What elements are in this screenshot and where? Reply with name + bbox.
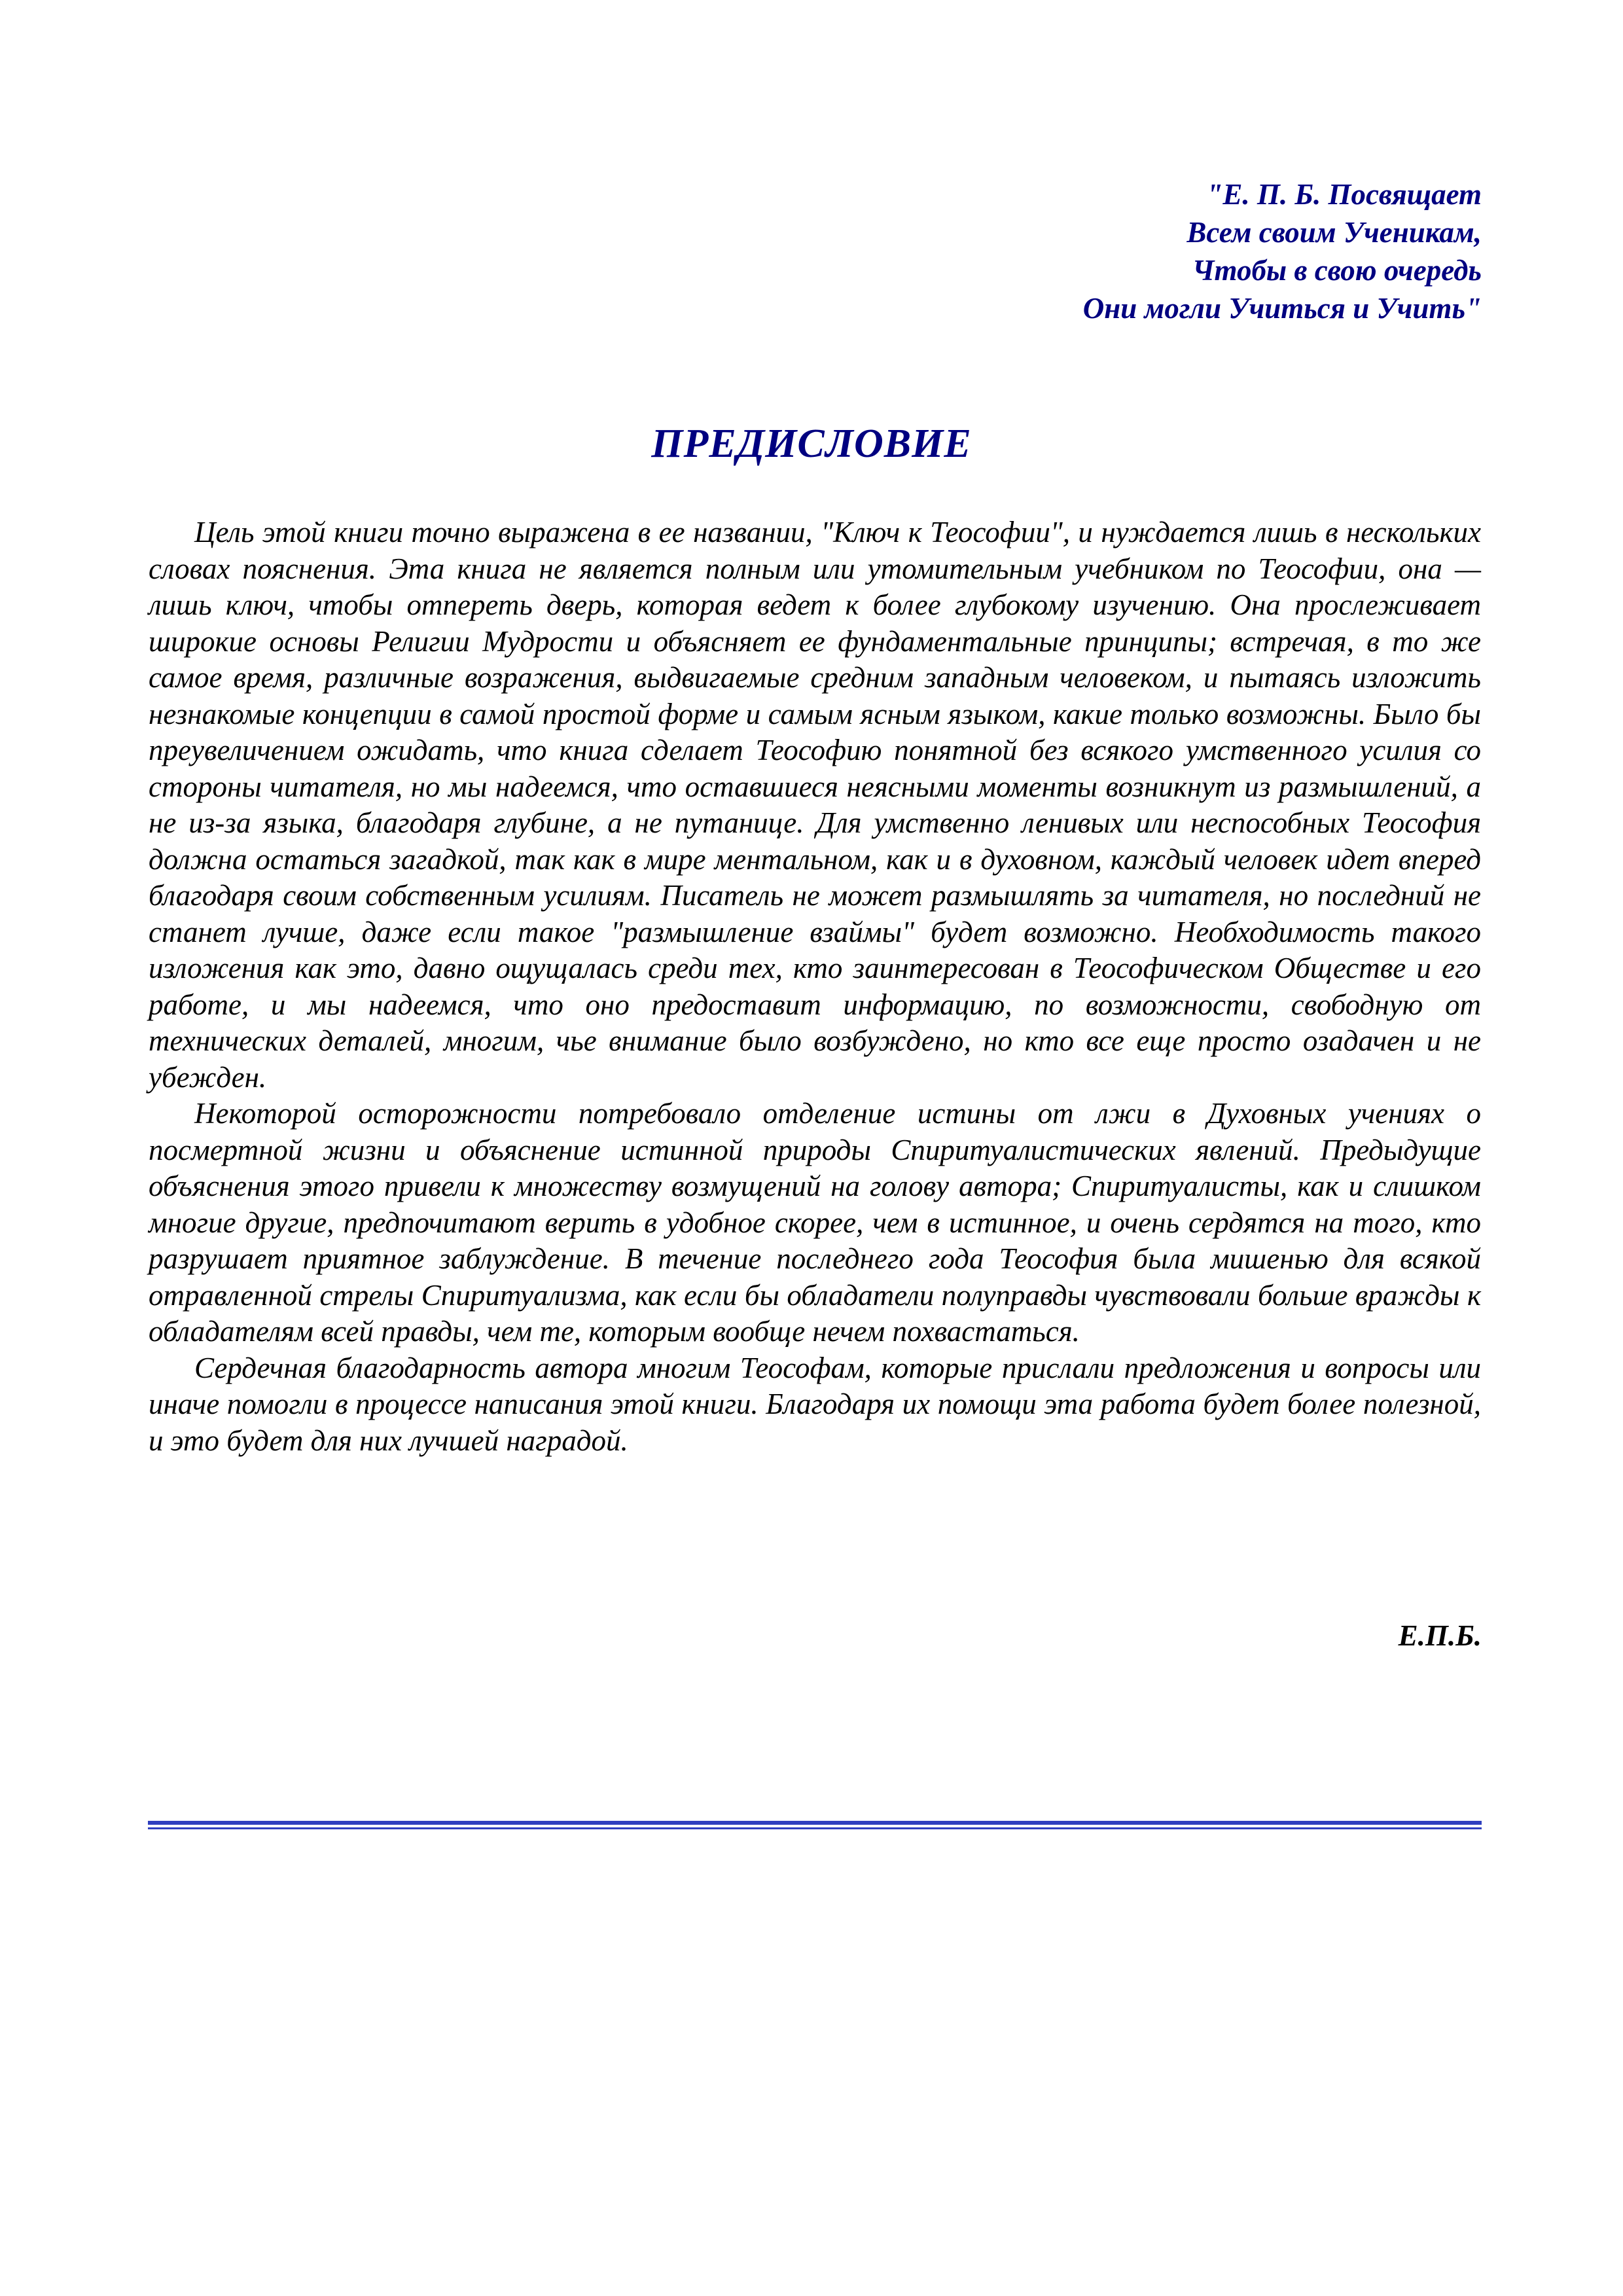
dedication-line: Чтобы в свою очередь	[1192, 254, 1482, 287]
dedication-line: Всем своим Ученикам,	[1186, 216, 1482, 249]
paragraph: Некоторой осторожности потребовало отделение истины от лжи в Духовных учениях о посмертной жизни и объяснение истинной природы Спиритуалистических явлений. Предыдущие объяснения этого привели к множеству возмущений на голову автора; Спиритуалисты, как и слишком многие другие, предпочитают верить в удобное скорее, чем в истинное, и очень сердятся на того, кто разрушает приятное заблуждение. В течение последнего года Теософия была мишенью для всякой отравленной стрелы Спиритуализма, как если бы обладатели полуправды чувствовали больше вражды к обладателям всей правды, чем те, которым вообще нечем похвастаться.	[149, 1097, 1481, 1348]
paragraph: Цель этой книги точно выражена в ее названии, "Ключ к Теософии", и нуждается лишь в нескольких словах пояснения. Эта книга не является полным или утомительным учебником по Теософии, она — лишь ключ, чтобы отпереть дверь, которая ведет к более глубокому изучению. Она прослеживает широкие основы Религии Мудрости и объясняет ее фундаментальные принципы; встречая, в то же самое время, различные возражения, выдвигаемые средним западным человеком, и пытаясь изложить незнакомые концепции в самой простой форме и самым ясным языком, какие только возможны. Было бы преувеличением ожидать, что книга сделает Теософию понятной без всякого умственного усилия со стороны читателя, но мы надеемся, что оставшиеся неясными моменты возникнут из размышлений, а не из-за языка, благодаря глубине, а не путанице. Для умственно ленивых или неспособных Теософия должна остаться загадкой, так как в мире ментальном, как и в духовном, каждый человек идет вперед благодаря своим собственным усилиям. Писатель не может размышлять за читателя, но последний не станет лучше, даже если такое "размышление взаймы" будет возможно. Необходимость такого изложения как это, давно ощущалась среди тех, кто заинтересован в Теософическом Обществе и его работе, и мы надеемся, что оно предоставит информацию, по возможности, свободную от технических деталей, многим, чье внимание было возбуждено, но кто все еще просто озадачен и не убежден.	[149, 516, 1481, 1094]
dedication-line: Они могли Учиться и Учить"	[1082, 292, 1482, 325]
author-signature: Е.П.Б.	[1398, 1619, 1482, 1652]
page-title: ПРЕДИСЛОВИЕ	[651, 422, 972, 466]
preface-body	[149, 514, 1481, 1459]
paragraph: Сердечная благодарность автора многим Теософам, которые прислали предложения и вопросы или иначе помогли в процессе написания этой книги. Благодаря их помощи эта работа будет более полезной, и это будет для них лучшей наградой.	[149, 1351, 1481, 1457]
divider-rule-thick	[148, 1821, 1482, 1825]
dedication	[565, 175, 1482, 327]
dedication-line: "Е. П. Б. Посвящает	[1206, 178, 1482, 211]
divider-rule-thin	[148, 1827, 1482, 1829]
